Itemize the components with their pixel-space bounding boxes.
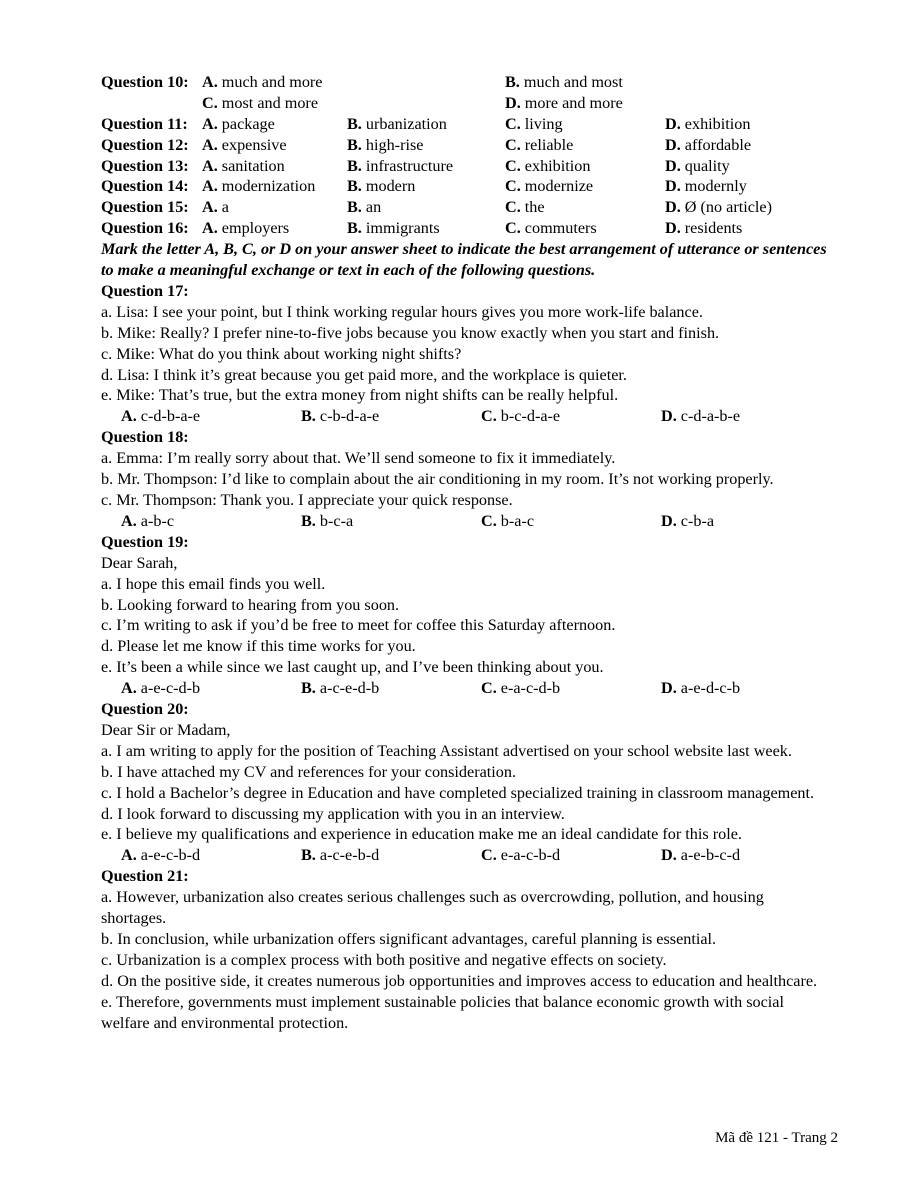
option-letter: C. xyxy=(505,177,521,196)
option-text: living xyxy=(520,114,563,133)
option xyxy=(347,114,447,135)
option-letter: A. xyxy=(202,114,218,133)
instruction: Mark the letter A, B, C, or D on your answer sheet to indicate the best arrangement of utterance or sentences to make a meaningful exchange or text in each of the following questions. xyxy=(101,240,827,280)
question-label: Question 16: xyxy=(101,219,189,238)
option-text: immigrants xyxy=(361,219,440,238)
option xyxy=(661,511,714,532)
exam-page xyxy=(101,72,831,1034)
option-text: e-a-c-b-d xyxy=(496,846,561,865)
option xyxy=(665,176,747,197)
option xyxy=(202,197,229,218)
option-text: b-a-c xyxy=(496,511,535,530)
option xyxy=(202,114,275,135)
option-text: package xyxy=(217,114,275,133)
option xyxy=(347,135,423,156)
option xyxy=(202,135,287,156)
option-letter: C. xyxy=(505,135,521,154)
sentence-line: c. I hold a Bachelor’s degree in Education and have completed specialized training in classroom management. xyxy=(101,783,815,802)
option-text: Ø (no article) xyxy=(680,198,772,217)
option-text: b-c-a xyxy=(315,511,354,530)
option xyxy=(301,845,379,866)
option-letter: C. xyxy=(505,156,521,175)
option-letter: C. xyxy=(481,846,497,865)
option-letter: C. xyxy=(505,219,521,238)
option-text: b-c-d-a-e xyxy=(496,407,561,426)
option-text: expensive xyxy=(217,135,287,154)
option-letter: C. xyxy=(481,511,497,530)
option-text: reliable xyxy=(520,135,574,154)
option-text: employers xyxy=(217,219,290,238)
sentence-line: Dear Sir or Madam, xyxy=(101,720,231,739)
option xyxy=(121,678,200,699)
page-footer: Mã đề 121 - Trang 2 xyxy=(715,1130,838,1146)
option-text: urbanization xyxy=(361,114,447,133)
option-letter: D. xyxy=(661,511,677,530)
sentence-line: a. I am writing to apply for the position of Teaching Assistant advertised on your school website last week. xyxy=(101,741,792,760)
option-letter: A. xyxy=(121,407,137,426)
question-row xyxy=(101,156,831,177)
option-text: a-c-e-d-b xyxy=(315,679,380,698)
option xyxy=(202,218,289,239)
option xyxy=(301,511,353,532)
option xyxy=(665,135,751,156)
question-label: Question 17: xyxy=(101,281,189,300)
option xyxy=(121,845,200,866)
option xyxy=(202,176,315,197)
answer-row xyxy=(101,511,831,532)
option xyxy=(505,176,593,197)
sentence-line: b. Mike: Really? I prefer nine-to-five jobs because you know exactly when you start and finish. xyxy=(101,323,720,342)
option-letter: C. xyxy=(481,679,497,698)
option xyxy=(202,72,323,93)
sentence-line: e. Therefore, governments must implement sustainable policies that balance economic growth with social welfare and environmental protection. xyxy=(101,992,784,1032)
option-letter: B. xyxy=(347,177,362,196)
answer-row xyxy=(101,406,831,427)
question-label: Question 11: xyxy=(101,114,188,133)
option-letter: D. xyxy=(661,846,677,865)
question-label: Question 10: xyxy=(101,73,189,91)
option-letter: B. xyxy=(347,156,362,175)
option-text: c-d-a-b-e xyxy=(676,407,741,426)
option xyxy=(505,93,623,114)
option-letter: D. xyxy=(665,198,681,217)
arrangement-block xyxy=(101,281,831,1034)
multiple-choice-block xyxy=(101,72,831,239)
option-letter: B. xyxy=(347,219,362,238)
sentence-line: d. Lisa: I think it’s great because you get paid more, and the workplace is quieter. xyxy=(101,365,627,384)
option-text: a-c-e-b-d xyxy=(315,846,380,865)
option-letter: B. xyxy=(301,846,316,865)
option xyxy=(505,218,597,239)
option-letter: B. xyxy=(505,73,520,91)
option-letter: C. xyxy=(505,198,521,217)
option-text: exhibition xyxy=(680,114,751,133)
option-text: the xyxy=(520,198,545,217)
question-row xyxy=(101,93,831,114)
option xyxy=(661,678,740,699)
option-text: a-e-c-b-d xyxy=(136,846,201,865)
option-letter: C. xyxy=(202,93,218,112)
sentence-line: e. Mike: That’s true, but the extra money from night shifts can be really helpful. xyxy=(101,386,619,405)
question-label: Question 19: xyxy=(101,532,189,551)
option-text: c-b-d-a-e xyxy=(315,407,380,426)
option-letter: A. xyxy=(121,679,137,698)
option xyxy=(347,156,453,177)
option-text: a-e-d-c-b xyxy=(676,679,741,698)
option-letter: D. xyxy=(505,93,521,112)
option xyxy=(665,156,730,177)
sentence-line: c. Urbanization is a complex process with both positive and negative effects on society. xyxy=(101,950,667,969)
question-label: Question 12: xyxy=(101,135,189,154)
question-row xyxy=(101,135,831,156)
option-text: a-e-b-c-d xyxy=(676,846,741,865)
option-letter: A. xyxy=(202,156,218,175)
question-label: Question 15: xyxy=(101,198,189,217)
option xyxy=(481,406,560,427)
option-text: modernization xyxy=(217,177,316,196)
option xyxy=(121,511,174,532)
option-letter: D. xyxy=(665,156,681,175)
option xyxy=(121,406,200,427)
option-letter: B. xyxy=(347,198,362,217)
option xyxy=(505,114,563,135)
sentence-line: b. In conclusion, while urbanization offers significant advantages, careful planning is essential. xyxy=(101,929,717,948)
option xyxy=(202,156,285,177)
option xyxy=(347,197,381,218)
option-text: a-b-c xyxy=(136,511,175,530)
option-text: a xyxy=(217,198,229,217)
sentence-line: b. Looking forward to hearing from you soon. xyxy=(101,595,400,614)
answer-row xyxy=(101,678,831,699)
sentence-line: a. Lisa: I see your point, but I think working regular hours gives you more work-life balance. xyxy=(101,302,703,321)
question-label: Question 21: xyxy=(101,867,189,886)
option-letter: C. xyxy=(505,114,521,133)
option xyxy=(661,845,740,866)
option-text: modernize xyxy=(520,177,594,196)
question-label: Question 14: xyxy=(101,177,189,196)
sentence-line: d. I look forward to discussing my application with you in an interview. xyxy=(101,804,565,823)
option-letter: C. xyxy=(481,407,497,426)
option-text: c-b-a xyxy=(676,511,715,530)
sentence-line: b. Mr. Thompson: I’d like to complain about the air conditioning in my room. It’s not working properly. xyxy=(101,470,774,489)
sentence-line: d. On the positive side, it creates numerous job opportunities and improves access to education and healthcare. xyxy=(101,971,818,990)
option-text: residents xyxy=(680,219,743,238)
option-text: sanitation xyxy=(217,156,285,175)
option-letter: A. xyxy=(121,846,137,865)
question-label: Question 13: xyxy=(101,156,189,175)
option-text: most and more xyxy=(217,93,319,112)
option-letter: D. xyxy=(665,114,681,133)
sentence-line: e. It’s been a while since we last caught up, and I’ve been thinking about you. xyxy=(101,658,604,677)
sentence-line: a. However, urbanization also creates serious challenges such as overcrowding, pollution, and housing shortages. xyxy=(101,888,764,928)
question-label: Question 18: xyxy=(101,428,189,447)
option xyxy=(505,72,623,93)
option-text: much and most xyxy=(519,73,623,91)
question-row xyxy=(101,72,831,93)
option-text: affordable xyxy=(680,135,752,154)
question-row xyxy=(101,176,831,197)
option-letter: B. xyxy=(301,407,316,426)
sentence-line: d. Please let me know if this time works for you. xyxy=(101,637,416,656)
sentence-line: c. I’m writing to ask if you’d be free to meet for coffee this Saturday afternoon. xyxy=(101,616,616,635)
option-text: more and more xyxy=(520,93,623,112)
option-letter: B. xyxy=(301,511,316,530)
option-letter: D. xyxy=(665,219,681,238)
option-letter: D. xyxy=(665,135,681,154)
option-text: exhibition xyxy=(520,156,591,175)
option-letter: A. xyxy=(202,198,218,217)
question-row xyxy=(101,218,831,239)
option-letter: A. xyxy=(202,219,218,238)
option xyxy=(347,218,440,239)
sentence-line: c. Mike: What do you think about working night shifts? xyxy=(101,344,462,363)
option-text: quality xyxy=(680,156,730,175)
option-letter: D. xyxy=(661,679,677,698)
question-row xyxy=(101,197,831,218)
sentence-line: c. Mr. Thompson: Thank you. I appreciate your quick response. xyxy=(101,490,513,509)
option-letter: A. xyxy=(202,135,218,154)
option xyxy=(481,845,560,866)
option-text: high-rise xyxy=(361,135,424,154)
option-letter: A. xyxy=(202,73,218,91)
option-text: infrastructure xyxy=(361,156,454,175)
option-letter: B. xyxy=(301,679,316,698)
option xyxy=(665,218,742,239)
option-text: an xyxy=(361,198,382,217)
option-letter: B. xyxy=(347,135,362,154)
option-text: much and more xyxy=(217,73,323,91)
option xyxy=(505,135,573,156)
sentence-line: Dear Sarah, xyxy=(101,553,178,572)
option-text: commuters xyxy=(520,219,597,238)
option xyxy=(301,406,379,427)
question-row xyxy=(101,114,831,135)
option xyxy=(481,678,560,699)
option xyxy=(347,176,415,197)
option xyxy=(505,156,590,177)
answer-row xyxy=(101,845,831,866)
sentence-line: a. I hope this email finds you well. xyxy=(101,574,326,593)
sentence-line: e. I believe my qualifications and experience in education make me an ideal candidate for this role. xyxy=(101,825,742,844)
option-letter: D. xyxy=(665,177,681,196)
option-letter: A. xyxy=(121,511,137,530)
option-text: e-a-c-d-b xyxy=(496,679,561,698)
option xyxy=(661,406,740,427)
option-text: a-e-c-d-b xyxy=(136,679,201,698)
option-letter: D. xyxy=(661,407,677,426)
option xyxy=(665,114,750,135)
option-text: modernly xyxy=(680,177,747,196)
option-text: modern xyxy=(361,177,416,196)
option xyxy=(481,511,534,532)
option xyxy=(665,197,772,218)
option xyxy=(301,678,379,699)
option xyxy=(505,197,545,218)
option-letter: A. xyxy=(202,177,218,196)
option-letter: B. xyxy=(347,114,362,133)
option-text: c-d-b-a-e xyxy=(136,407,201,426)
sentence-line: a. Emma: I’m really sorry about that. We’ll send someone to fix it immediately. xyxy=(101,449,616,468)
option xyxy=(202,93,318,114)
sentence-line: b. I have attached my CV and references for your consideration. xyxy=(101,762,517,781)
question-label: Question 20: xyxy=(101,700,189,719)
